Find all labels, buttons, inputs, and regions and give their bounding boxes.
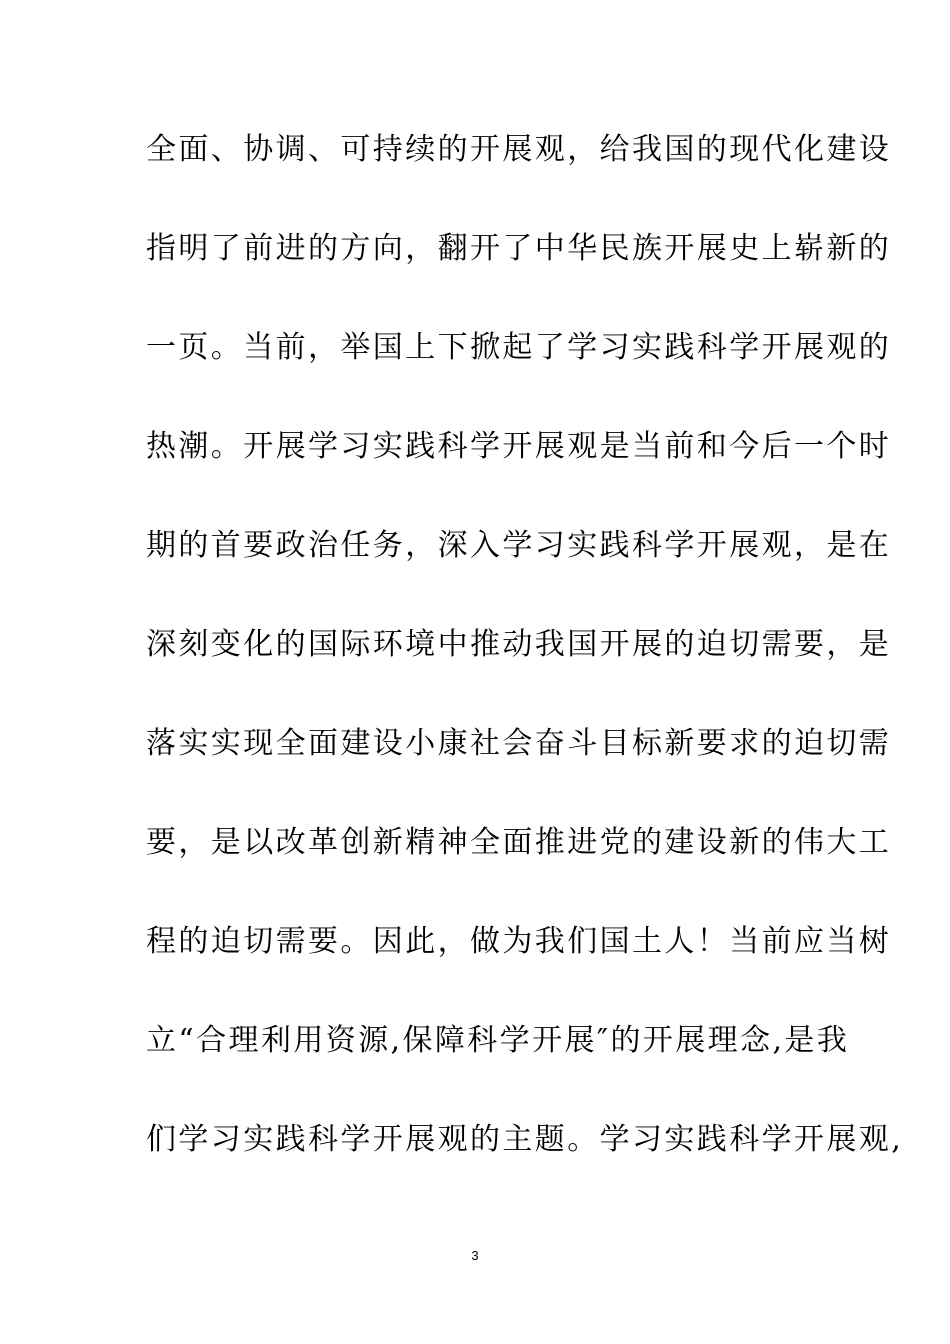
body-text-line: 要，是以改革创新精神全面推进党的建设新的伟大工 [146, 825, 892, 860]
body-text-line: 全面、协调、可持续的开展观，给我国的现代化建设 [146, 132, 892, 167]
body-text-line: 落实实现全面建设小康社会奋斗目标新要求的迫切需 [146, 726, 892, 761]
page-number: 3 [471, 1248, 479, 1263]
body-text-line: 热潮。开展学习实践科学开展观是当前和今后一个时 [146, 429, 892, 464]
body-text-line: 深刻变化的国际环境中推动我国开展的迫切需要，是 [146, 627, 892, 662]
body-text-line: 立“合理利用资源,保障科学开展″的开展理念,是我 [146, 1023, 850, 1058]
body-text-line: 们学习实践科学开展观的主题。学习实践科学开展观, [146, 1122, 904, 1157]
body-text-line: 一页。当前，举国上下掀起了学习实践科学开展观的 [146, 330, 892, 365]
body-text-line: 指明了前进的方向，翻开了中华民族开展史上崭新的 [146, 231, 892, 266]
body-text-line: 程的迫切需要。因此，做为我们国土人！当前应当树 [146, 924, 892, 959]
body-text-line: 期的首要政治任务，深入学习实践科学开展观，是在 [146, 528, 892, 563]
